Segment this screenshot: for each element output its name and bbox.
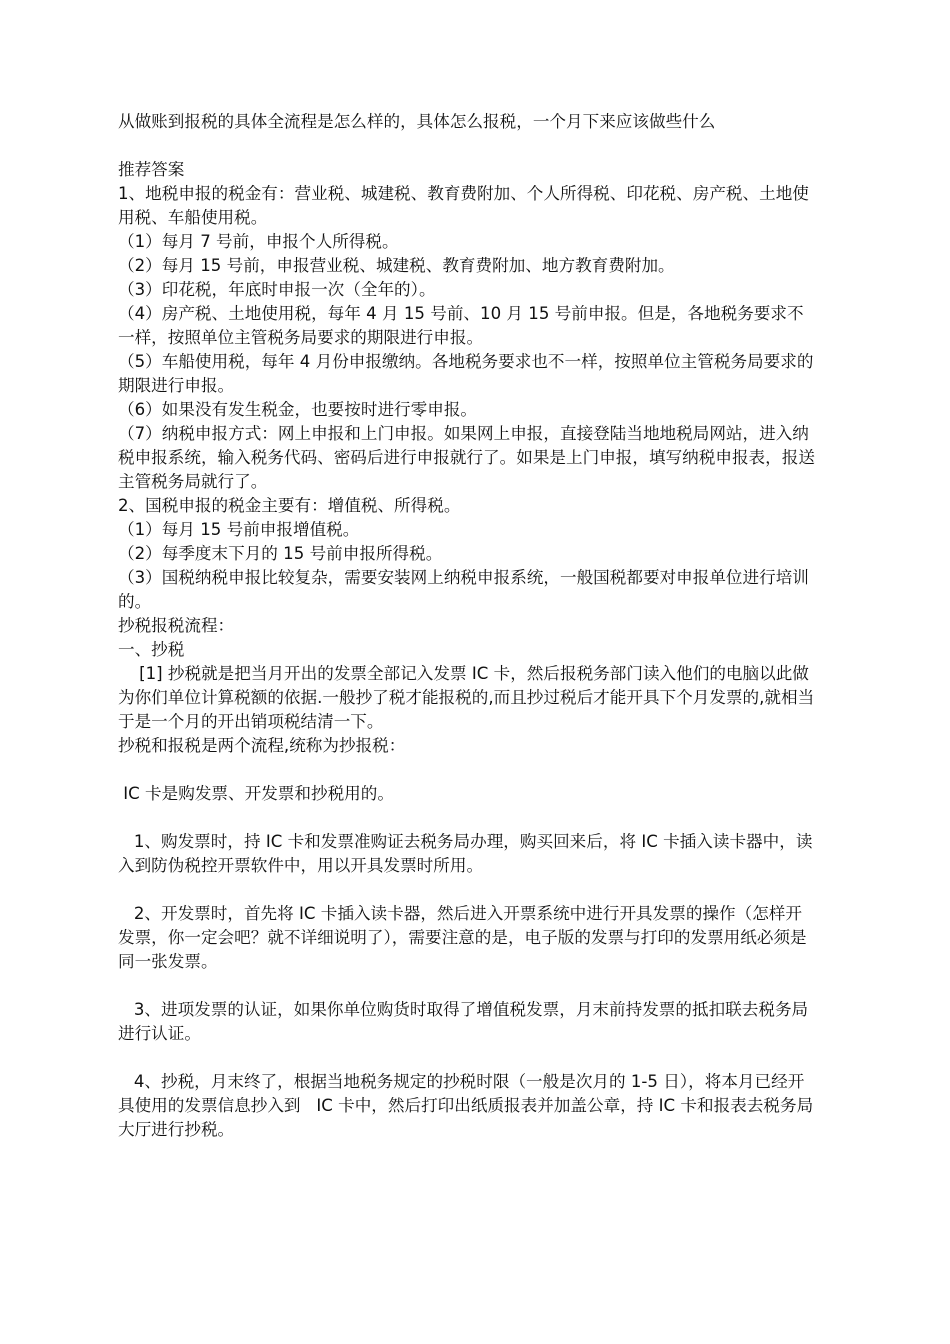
text-line: （4）房产税、土地使用税，每年 4 月 15 号前、10 月 15 号前申报。但是，各地税务要求不一样，按照单位主管税务局要求的期限进行申报。 (118, 304, 804, 347)
paragraph: 1、购发票时，持 IC 卡和发票准购证去税务局办理，购买回来后，将 IC 卡插入读卡器中，读入到防伪税控开票软件中，用以开具发票时所用。 (118, 832, 813, 875)
answer-heading: 推荐答案 (118, 160, 185, 179)
paragraph: IC 卡是购发票、开发票和抄税用的。 (118, 784, 394, 803)
text-line: （6）如果没有发生税金，也要按时进行零申报。 (118, 400, 478, 419)
text-line: （5）车船使用税，每年 4 月份申报缴纳。各地税务要求也不一样，按照单位主管税务局要求的期限进行申报。 (118, 352, 814, 395)
text-line: 抄税和报税是两个流程,统称为抄报税： (118, 736, 406, 755)
section-heading: 抄税报税流程： (118, 616, 235, 635)
question-title: 从做账到报税的具体全流程是怎么样的，具体怎么报税，一个月下来应该做些什么 (118, 112, 716, 131)
text-line: 1、地税申报的税金有：营业税、城建税、教育费附加、个人所得税、印花税、房产税、土地使用税、车船使用税。 (118, 184, 809, 227)
text-line: （1）每月 7 号前，申报个人所得税。 (118, 232, 399, 251)
spacer (118, 878, 818, 902)
text-line: （2）每月 15 号前，申报营业税、城建税、教育费附加、地方教育费附加。 (118, 256, 675, 275)
spacer (118, 1046, 818, 1070)
paragraph: 4、抄税，月末终了，根据当地税务规定的抄税时限（一般是次月的 1-5 日），将本月已经开具使用的发票信息抄入到 IC 卡中，然后打印出纸质报表并加盖公章，持 IC 卡和报表去税务局大厅进行抄税。 (118, 1072, 814, 1139)
paragraph: 2、开发票时，首先将 IC 卡插入读卡器，然后进入开票系统中进行开具发票的操作（怎样开发票，你一定会吧？就不详细说明了），需要注意的是，电子版的发票与打印的发票用纸必须是同一张发票。 (118, 904, 807, 971)
text-line: （7）纳税申报方式：网上申报和上门申报。如果网上申报，直接登陆当地地税局网站，进入纳税申报系统，输入税务代码、密码后进行申报就行了。如果是上门申报，填写纳税申报表，报送主管税务局就行了。 (118, 424, 815, 491)
text-line: （2）每季度末下月的 15 号前申报所得税。 (118, 544, 443, 563)
spacer (118, 806, 818, 830)
text-line: （3）印花税，年底时申报一次（全年的）。 (118, 280, 436, 299)
text-line: 2、国税申报的税金主要有：增值税、所得税。 (118, 496, 461, 515)
spacer (118, 974, 818, 998)
spacer (118, 134, 818, 158)
text-line: （3）国税纳税申报比较复杂，需要安装网上纳税申报系统，一般国税都要对申报单位进行培训的。 (118, 568, 809, 611)
text-line: （1）每月 15 号前申报增值税。 (118, 520, 360, 539)
paragraph: 3、进项发票的认证，如果你单位购货时取得了增值税发票，月末前持发票的抵扣联去税务局进行认证。 (118, 1000, 809, 1043)
document-body (118, 110, 818, 1142)
text-line: [1] 抄税就是把当月开出的发票全部记入发票 IC 卡，然后报税务部门读入他们的电脑以此做为你们单位计算税额的依据.一般抄了税才能报税的,而且抄过税后才能开具下个月发票的,就相当于是一个月的开出销项税结清一下。 (118, 664, 815, 731)
spacer (118, 758, 818, 782)
section-subheading: 一、抄税 (118, 640, 185, 659)
